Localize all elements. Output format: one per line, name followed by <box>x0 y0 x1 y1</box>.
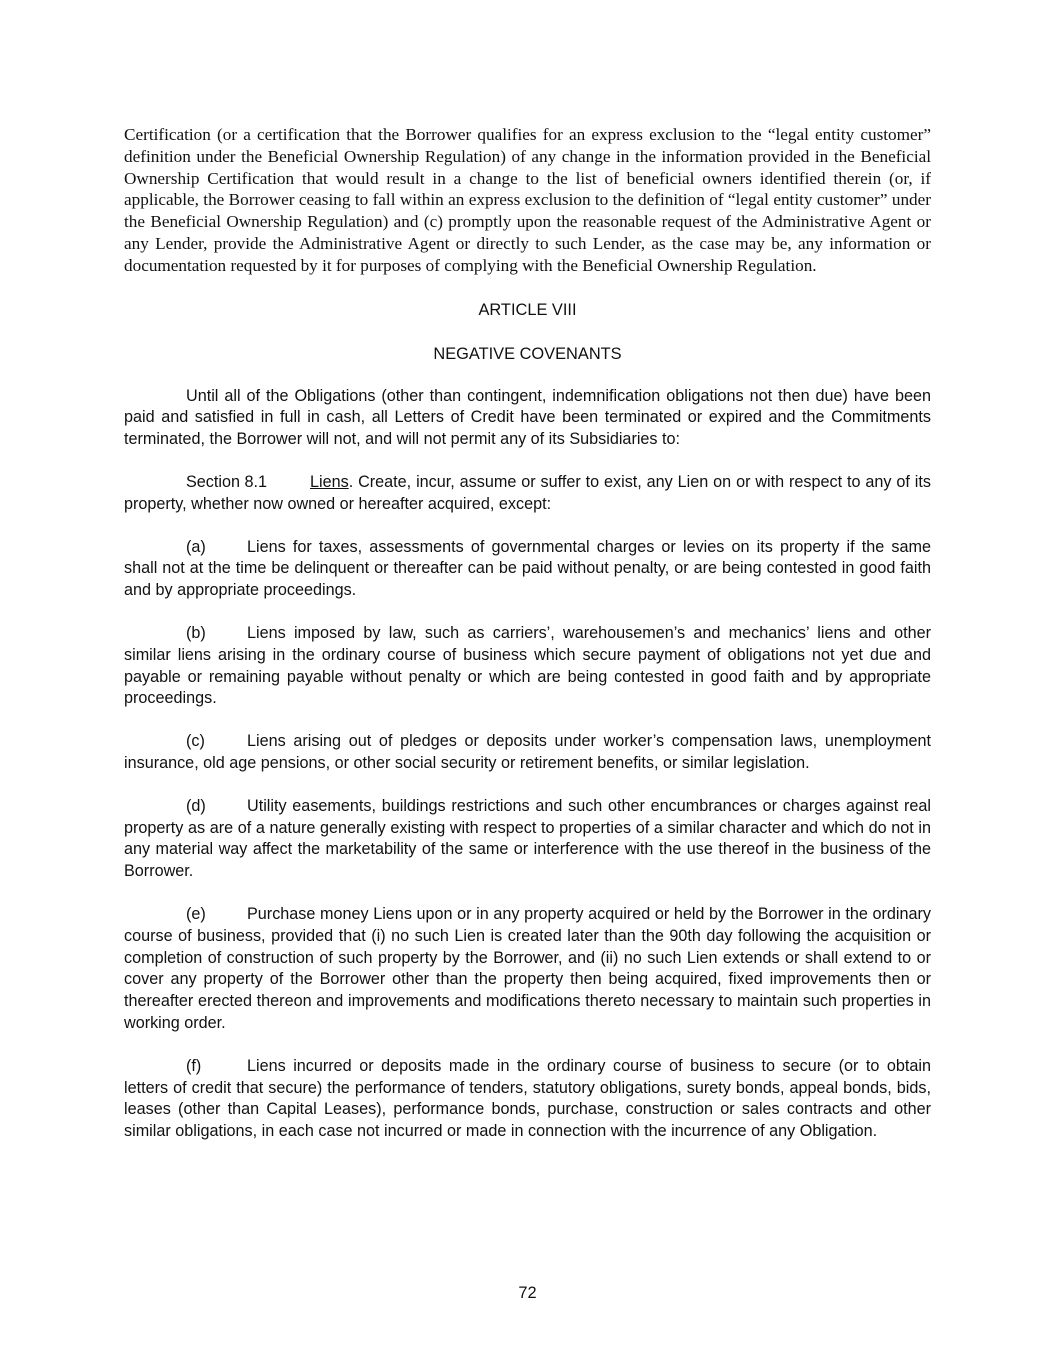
article-number: ARTICLE VIII <box>478 300 577 319</box>
clause-label: (c) <box>186 732 205 751</box>
section-number: Section 8.1 <box>186 472 267 491</box>
clause-label: (d) <box>186 796 206 815</box>
clause-text: Utility easements, buildings restrictions and such other encumbrances or charges against real property as are of a nature generally existing with respect to properties of a similar character and which do not in any material way affect the marketability of the same or interference with the use thereof in the business of the Borrower. <box>124 796 931 881</box>
clause-text: Liens for taxes, assessments of governmental charges or levies on its property if the same shall not at the time be delinquent or thereafter can be paid without penalty, or are being contested in good faith and by appropriate proceedings. <box>124 537 931 600</box>
article-title: NEGATIVE COVENANTS <box>433 344 622 363</box>
clause-text: Liens imposed by law, such as carriers’, warehousemen’s and mechanics’ liens and other similar liens arising in the ordinary course of business which secure payment of obligations not yet due and payable or remaining payable without penalty or which are being contested in good faith and by appropriate proceedings. <box>124 623 931 708</box>
continued-paragraph: Certification (or a certification that the Borrower qualifies for an express exclusion to the “legal entity customer” definition under the Beneficial Ownership Regulation) of any change in the information provided in the Beneficial Ownership Certification that would result in a change to the list of beneficial owners identified therein (or, if applicable, the Borrower ceasing to fall within an express exclusion to the definition of “legal entity customer” under the Beneficial Ownership Regulation) and (c) promptly upon the reasonable request of the Administrative Agent or any Lender, provide the Administrative Agent or directly to such Lender, as the case may be, any information or documentation requested by it for purposes of complying with the Beneficial Ownership Regulation. <box>124 125 931 275</box>
section-8-1-paragraph <box>124 472 931 516</box>
page-number: 72 <box>518 1284 537 1302</box>
clause-d <box>124 796 931 883</box>
document-page <box>124 124 931 1143</box>
clause-b <box>124 623 931 710</box>
clause-c <box>124 731 931 775</box>
section-heading: Liens <box>310 472 349 491</box>
article-lead-paragraph: Until all of the Obligations (other than contingent, indemnification obligations not then due) have been paid and satisfied in full in cash, all Letters of Credit have been terminated or expired and the Commitments terminated, the Borrower will not, and will not permit any of its Subsidiaries to: <box>124 386 931 449</box>
clause-text: Purchase money Liens upon or in any property acquired or held by the Borrower in the ordinary course of business, provided that (i) no such Lien is created later than the 90th day following the acquisition or completion of construction of such property by the Borrower, and (ii) no such Lien extends or shall extend to or cover any property of the Borrower other than the property then being acquired, fixed improvements then or thereafter erected thereon and improvements and modifications thereto necessary to maintain such properties in working order. <box>124 904 931 1032</box>
clause-e <box>124 904 931 1035</box>
clause-label: (b) <box>186 623 206 642</box>
clause-label: (e) <box>186 904 206 923</box>
clause-label: (f) <box>186 1056 202 1075</box>
clause-label: (a) <box>186 537 206 556</box>
clause-text: Liens incurred or deposits made in the ordinary course of business to secure (or to obtain letters of credit that secure) the performance of tenders, statutory obligations, surety bonds, appeal bonds, bids, leases (other than Capital Leases), performance bonds, purchase, construction or sales contracts and other similar obligations, in each case not incurred or made in connection with the incurrence of any Obligation. <box>124 1056 931 1141</box>
clause-a <box>124 537 931 602</box>
clause-f <box>124 1056 931 1143</box>
section-text: . Create, incur, assume or suffer to exist, any Lien on or with respect to any of its property, whether now owned or hereafter acquired, except: <box>124 472 931 513</box>
clause-text: Liens arising out of pledges or deposits under worker’s compensation laws, unemployment insurance, old age pensions, or other social security or retirement benefits, or similar legislation. <box>124 732 931 772</box>
